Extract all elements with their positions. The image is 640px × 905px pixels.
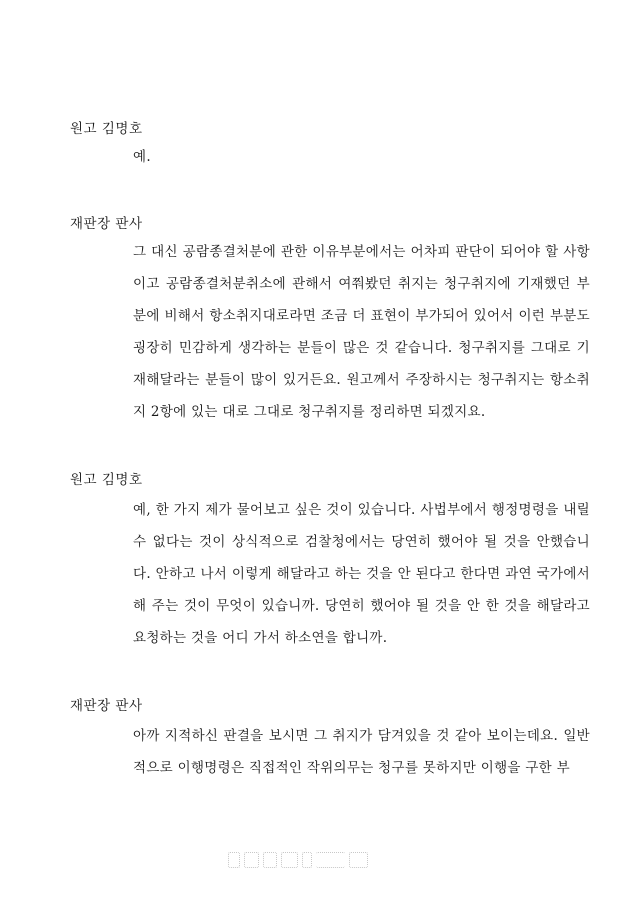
speech-text: 그 대신 공람종결처분에 관한 이유부분에서는 어차피 판단이 되어야 할 사항이고 공람종결처분취소에 관해서 여쭤봤던 취지는 청구취지에 기재했던 부분에 비해서 항소취지대로라면 조금 더 표현이 부가되어 있어서 이런 부분도 굉장히 민감하게 생각하는 분들이 많은 것 같습니다. 청구취지를 그대로 기재해달라는 분들이 많이 있거든요. 원고께서 주장하시는 청구취지는 항소취지 2항에 있는 대로 그대로 청구취지를 정리하면 되겠지요. xyxy=(133,244,590,420)
speech-text: 예. xyxy=(133,149,151,165)
speaker-label: 재판장 판사 xyxy=(70,698,143,714)
speaker-label: 원고 김명호 xyxy=(70,121,143,137)
speech-text: 예, 한 가지 제가 물어보고 싶은 것이 있습니다. 사법부에서 행정명령을 내릴 수 없다는 것이 상식적으로 검찰청에서는 당연히 했어야 될 것을 안했습니다. 안하고 나서 이렇게 해달라고 하는 것을 안 된다고 한다면 과연 국가에서 해 주는 것이 무엇이 있습니까. 당연히 했어야 될 것을 안 한 것을 해달라고 요청하는 것을 어디 가서 하소연을 합니까. xyxy=(133,502,590,646)
speaker-label: 재판장 판사 xyxy=(70,216,143,232)
faint-page-stamp xyxy=(228,848,368,872)
speech-text: 아까 지적하신 판결을 보시면 그 취지가 담겨있을 것 같아 보이는데요. 일반적으로 이행명령은 직접적인 작위의무는 청구를 못하지만 이행을 구한 부 xyxy=(133,728,590,776)
speaker-label: 원고 김명호 xyxy=(70,472,143,488)
